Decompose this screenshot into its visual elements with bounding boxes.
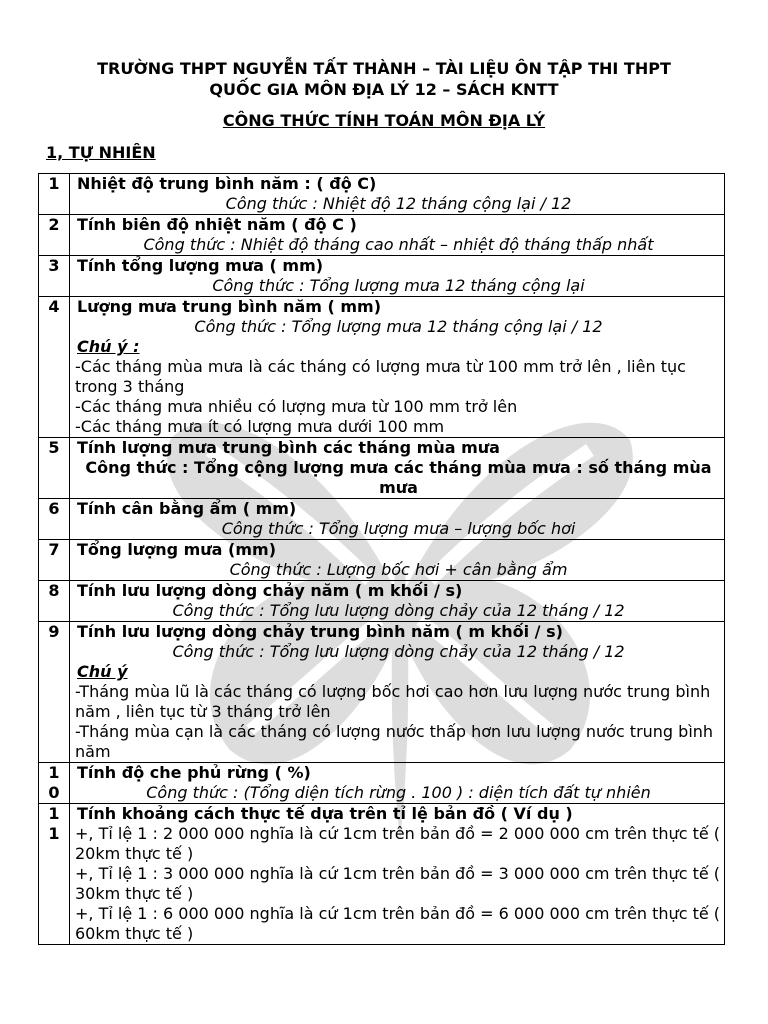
row-formula: Công thức : (Tổng diện tích rừng . 100 ) : diện tích đất tự nhiên bbox=[146, 783, 651, 802]
row-content bbox=[70, 256, 725, 297]
row-number-text: 5 bbox=[48, 438, 60, 457]
row-title: Tính lưu lượng dòng chảy trung bình năm ( m khối / s) bbox=[77, 622, 563, 641]
table-row bbox=[39, 581, 725, 622]
table-row bbox=[39, 763, 725, 804]
table-row bbox=[39, 622, 725, 763]
note-line: -Tháng mùa cạn là các tháng có lượng nước thấp hơn lưu lượng nước trung bình năm bbox=[75, 722, 714, 761]
note-line: +, Tỉ lệ 1 : 6 000 000 nghĩa là cứ 1cm trên bản đồ = 6 000 000 cm trên thực tế ( 60km thực tế ) bbox=[75, 904, 721, 943]
note-line: -Tháng mùa lũ là các tháng có lượng bốc hơi cao hơn lưu lượng nước trung bình năm , liên tục từ 3 tháng trở lên bbox=[75, 682, 711, 721]
row-content bbox=[70, 438, 725, 499]
row-formula: Công thức : Tổng lượng mưa 12 tháng cộng lại / 12 bbox=[194, 317, 603, 336]
row-content bbox=[70, 763, 725, 804]
row-number-text: 6 bbox=[48, 499, 60, 518]
row-number bbox=[39, 540, 70, 581]
note-line: -Các tháng mưa ít có lượng mưa dưới 100 mm bbox=[75, 417, 445, 436]
row-formula: Công thức : Tổng lượng mưa 12 tháng cộng lại bbox=[212, 276, 585, 295]
row-content bbox=[70, 804, 725, 945]
row-content bbox=[70, 174, 725, 215]
row-number bbox=[39, 763, 70, 804]
row-title: Tính cân bằng ẩm ( mm) bbox=[77, 499, 297, 518]
row-number bbox=[39, 215, 70, 256]
row-title: Tổng lượng mưa (mm) bbox=[77, 540, 276, 559]
section-heading: 1, TỰ NHIÊN bbox=[46, 143, 156, 162]
note-heading: Chú ý bbox=[77, 662, 128, 681]
row-number bbox=[39, 438, 70, 499]
row-formula: Công thức : Lượng bốc hơi + cân bằng ẩm bbox=[229, 560, 568, 579]
row-title: Tính lưu lượng dòng chảy năm ( m khối / s) bbox=[77, 581, 463, 600]
row-number bbox=[39, 256, 70, 297]
row-content bbox=[70, 622, 725, 763]
note-line: +, Tỉ lệ 1 : 2 000 000 nghĩa là cứ 1cm trên bản đồ = 2 000 000 cm trên thực tế ( 20km thực tế ) bbox=[75, 824, 721, 863]
header-line-1: TRƯỜNG THPT NGUYỄN TẤT THÀNH – TÀI LIỆU ÔN TẬP THI THPT bbox=[97, 59, 671, 78]
row-number bbox=[39, 499, 70, 540]
row-number bbox=[39, 804, 70, 945]
row-formula: Công thức : Tổng cộng lượng mưa các tháng mùa mưa : số tháng mùa mưa bbox=[85, 458, 712, 497]
table-row bbox=[39, 540, 725, 581]
table-row bbox=[39, 499, 725, 540]
row-number bbox=[39, 622, 70, 763]
row-content bbox=[70, 540, 725, 581]
table-row bbox=[39, 438, 725, 499]
row-formula: Công thức : Nhiệt độ 12 tháng cộng lại / 12 bbox=[225, 194, 572, 213]
row-number-text: 4 bbox=[48, 297, 60, 316]
table-row bbox=[39, 297, 725, 438]
row-content bbox=[70, 297, 725, 438]
document-subtitle: CÔNG THỨC TÍNH TOÁN MÔN ĐỊA LÝ bbox=[222, 111, 546, 130]
row-title: Tính biên độ nhiệt năm ( độ C ) bbox=[77, 215, 357, 234]
row-formula: Công thức : Nhiệt độ tháng cao nhất – nhiệt độ tháng thấp nhất bbox=[143, 235, 654, 254]
row-title: Lượng mưa trung bình năm ( mm) bbox=[77, 297, 382, 316]
row-title: Nhiệt độ trung bình năm : ( độ C) bbox=[77, 174, 377, 193]
row-number-text: 3 bbox=[48, 256, 60, 275]
row-number-text: 1 bbox=[48, 174, 60, 193]
row-number bbox=[39, 174, 70, 215]
row-formula: Công thức : Tổng lưu lượng dòng chảy của 12 tháng / 12 bbox=[172, 601, 625, 620]
note-line: -Các tháng mùa mưa là các tháng có lượng mưa từ 100 mm trở lên , liên tục trong 3 tháng bbox=[75, 357, 686, 396]
row-formula: Công thức : Tổng lưu lượng dòng chảy của 12 tháng / 12 bbox=[172, 642, 625, 661]
table-row bbox=[39, 215, 725, 256]
row-content bbox=[70, 581, 725, 622]
row-content bbox=[70, 215, 725, 256]
table-row bbox=[39, 804, 725, 945]
document-header bbox=[30, 58, 738, 100]
row-number-text: 2 bbox=[48, 215, 60, 234]
row-number-text: 7 bbox=[48, 540, 60, 559]
row-number-text: 8 bbox=[48, 581, 60, 600]
row-number-text: 10 bbox=[48, 763, 60, 802]
row-number-text: 9 bbox=[48, 622, 60, 641]
table-row bbox=[39, 174, 725, 215]
note-line: +, Tỉ lệ 1 : 3 000 000 nghĩa là cứ 1cm trên bản đồ = 3 000 000 cm trên thực tế ( 30km thực tế ) bbox=[75, 864, 721, 903]
header-line-2: QUỐC GIA MÔN ĐỊA LÝ 12 – SÁCH KNTT bbox=[209, 80, 559, 99]
row-title: Tính độ che phủ rừng ( %) bbox=[77, 763, 311, 782]
formula-table bbox=[38, 173, 725, 945]
row-content bbox=[70, 499, 725, 540]
note-line: -Các tháng mưa nhiều có lượng mưa từ 100 mm trở lên bbox=[75, 397, 518, 416]
row-number bbox=[39, 297, 70, 438]
row-formula: Công thức : Tổng lượng mưa – lượng bốc hơi bbox=[221, 519, 576, 538]
row-number bbox=[39, 581, 70, 622]
row-title: Tính khoảng cách thực tế dựa trên tỉ lệ bản đồ ( Ví dụ ) bbox=[77, 804, 573, 823]
note-heading: Chú ý : bbox=[77, 337, 140, 356]
row-title: Tính tổng lượng mưa ( mm) bbox=[77, 256, 324, 275]
table-row bbox=[39, 256, 725, 297]
row-number-text: 11 bbox=[48, 804, 60, 843]
row-title: Tính lượng mưa trung bình các tháng mùa mưa bbox=[77, 438, 500, 457]
